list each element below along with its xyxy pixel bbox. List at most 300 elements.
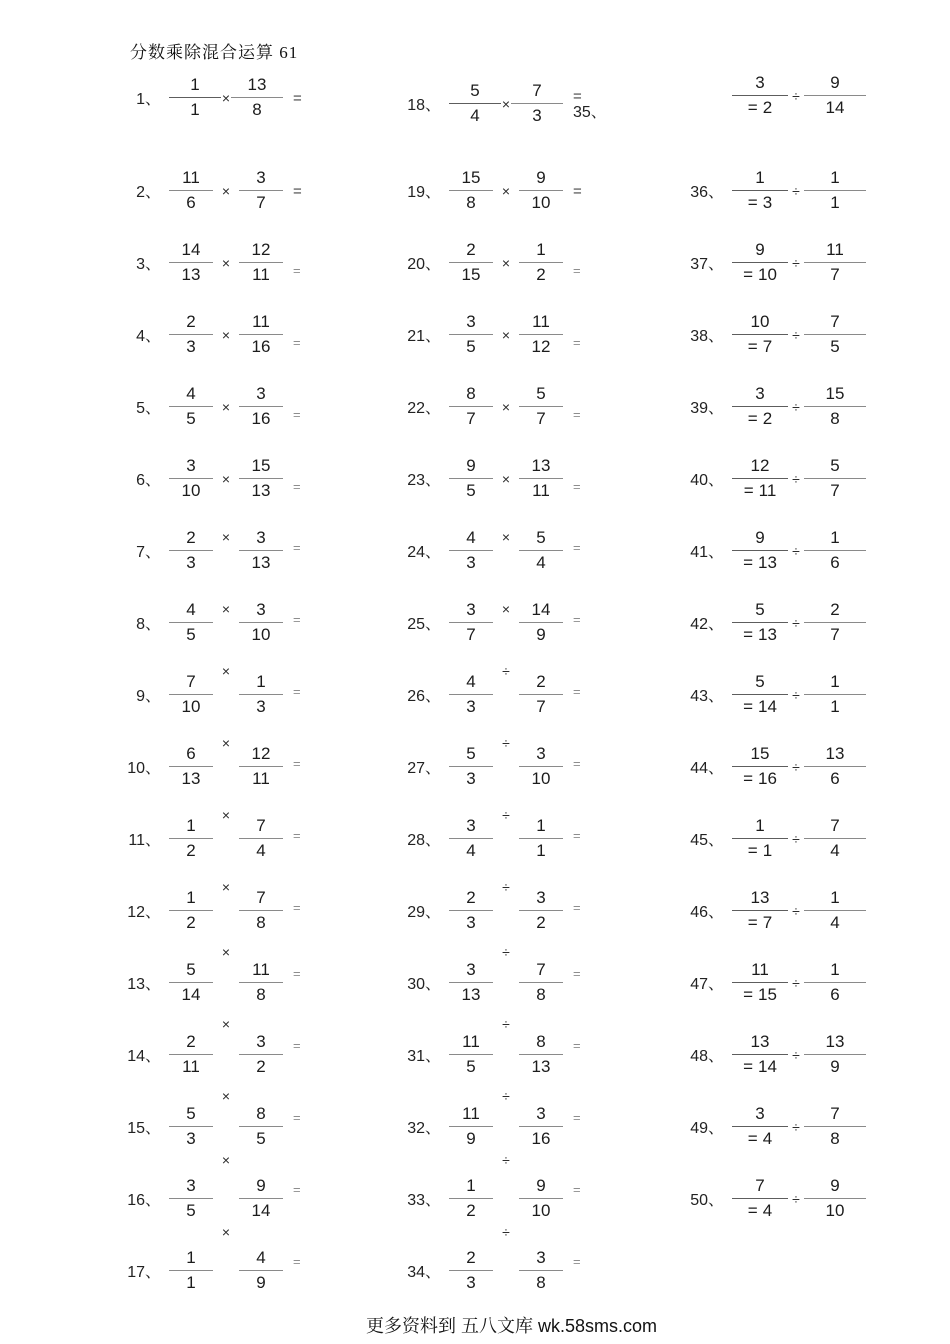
equals-tail [573,757,581,771]
equals-sign: = [573,479,581,494]
fraction [732,1031,788,1078]
problem-row [688,514,866,586]
numerator: 14 [181,239,201,259]
numerator: 1 [190,74,200,94]
denominator: 5 [830,336,840,356]
denominator: 3 [256,696,266,716]
fraction-bar [519,406,563,407]
problem-row [688,370,866,442]
numerator: 1 [466,1175,476,1195]
numerator: 9 [466,455,476,475]
denominator: 6 [830,984,840,1004]
multiply-operator: × [501,255,511,271]
divide-operator: ÷ [792,255,800,271]
equals-tail [293,1111,301,1125]
multiply-operator: × [221,529,231,545]
equals-tail [573,613,581,627]
denominator: 2 [256,1056,266,1076]
problem-row [125,154,302,226]
denominator: 14 [181,984,201,1004]
fraction [239,239,283,286]
fraction-bar [804,550,866,551]
problem-row [688,658,866,730]
denominator: 7 [536,408,546,428]
equals-sign: = [573,612,581,627]
fraction [239,671,283,718]
numerator: 14 [531,599,551,619]
numerator: 4 [466,527,476,547]
fraction-bar [239,334,283,335]
problem-number: 45、 [690,831,724,849]
fraction [449,1175,493,1222]
denominator: 16 [531,1128,551,1148]
multiply-operator: × [221,601,231,617]
fraction-bar [231,97,283,98]
denominator: 14 [251,1200,271,1220]
equals-sign: = [573,335,581,350]
fraction [519,599,563,646]
equals-tail [573,408,581,422]
fraction-bar [519,1054,563,1055]
equals-sign: = [747,840,758,860]
problem-number: 48、 [690,1047,724,1065]
fraction [804,671,866,718]
fraction [239,959,283,1006]
numerator: 7 [186,671,196,691]
fraction [169,311,213,358]
numerator: 11 [462,1031,480,1051]
divide-operator: ÷ [792,759,800,775]
fraction-bar [804,910,866,911]
equals-sign: = [743,624,753,644]
denominator: 3 [466,768,476,788]
denominator [748,1128,772,1150]
denominator [748,192,772,214]
divide-operator: ÷ [792,543,800,559]
divide-operator: ÷ [792,1047,800,1063]
fraction-bar [732,550,788,551]
denominator: 6 [830,768,840,788]
denominator: 11 [252,768,270,788]
fraction [239,527,283,574]
numerator: 2 [186,1031,196,1051]
fraction [449,1247,493,1294]
problem-row [405,1224,607,1306]
equals-tail [293,264,301,278]
fraction-bar [239,694,283,695]
equals-sign: = [293,407,301,422]
denominator: 10 [531,1200,551,1220]
numerator: 6 [186,743,196,763]
numerator: 4 [466,671,476,691]
numerator: 13 [825,743,845,763]
denominator: 10 [825,1200,845,1220]
multiply-operator: × [221,399,231,415]
denominator-value: 14 [758,696,777,716]
denominator: 2 [536,264,546,284]
fraction [732,311,788,358]
fraction [804,167,866,214]
denominator [743,768,777,790]
numerator: 7 [536,959,546,979]
equals-sign: = [743,768,753,788]
equals-sign: = [573,828,581,843]
equals-sign: = [747,912,758,932]
fraction-bar [169,982,213,983]
problem-number: 33、 [407,1191,441,1209]
equals-sign: = [573,1182,581,1197]
problem-row [125,802,302,874]
fraction-bar [804,766,866,767]
equals-sign: = [573,1110,581,1125]
numerator: 2 [466,887,476,907]
fraction-bar [804,982,866,983]
fraction [804,239,866,286]
equals-sign: = [293,1110,301,1125]
numerator: 1 [186,887,196,907]
problem-row [125,1224,302,1306]
denominator-value: 2 [762,408,773,428]
problem-row [405,298,607,370]
fraction [804,383,866,430]
fraction [169,599,213,646]
multiply-operator: × [221,183,231,199]
fraction [519,1031,563,1078]
fraction [804,743,866,790]
fraction [449,1103,493,1150]
denominator: 5 [466,480,476,500]
denominator: 7 [256,192,266,212]
problem-row [125,442,302,514]
numerator: 10 [750,311,770,331]
fraction [239,887,283,934]
fraction [519,959,563,1006]
fraction [804,1175,866,1222]
equals-tail [573,829,581,843]
fraction-bar [519,982,563,983]
divide-operator: ÷ [502,1224,510,1240]
problem-row [125,514,302,586]
numerator: 2 [186,527,196,547]
denominator: 8 [830,408,840,428]
numerator: 9 [755,239,765,259]
denominator [743,984,777,1006]
problem-row [125,946,302,1018]
fraction-bar [732,766,788,767]
fraction [732,887,788,934]
numerator: 15 [750,743,770,763]
problem-number: 20、 [407,255,441,273]
denominator [748,408,772,430]
fraction-bar [239,550,283,551]
denominator: 1 [190,99,200,119]
denominator: 7 [536,696,546,716]
fraction [519,311,563,358]
numerator: 13 [531,455,551,475]
denominator: 2 [186,912,196,932]
fraction-bar [239,622,283,623]
denominator: 4 [470,105,480,125]
equals-sign: = [743,264,753,284]
equals-sign: = [573,407,581,422]
fraction [732,383,788,430]
equals-sign: = [293,612,301,627]
denominator: 2 [536,912,546,932]
fraction [804,527,866,574]
divide-operator: ÷ [502,735,510,751]
multiply-operator: × [501,96,511,112]
equals-tail [293,685,301,699]
problem-number: 4、 [136,327,161,345]
fraction-bar [449,982,493,983]
denominator: 5 [466,1056,476,1076]
problem-row [125,586,302,658]
fraction [732,239,788,286]
fraction-bar [511,103,563,104]
page-title: 分数乘除混合运算 61 [130,43,299,62]
fraction-bar [519,550,563,551]
fraction-bar [732,1054,788,1055]
divide-operator: ÷ [792,1119,800,1135]
denominator: 4 [830,912,840,932]
divide-operator: ÷ [502,944,510,960]
fraction-bar [519,190,563,191]
equals-tail [293,1255,301,1269]
problem-row [125,730,302,802]
numerator: 11 [462,1103,480,1123]
equals-tail [293,185,302,199]
equals-sign: = [573,183,582,200]
fraction [239,383,283,430]
problem-row [688,59,866,131]
equals-tail [293,613,301,627]
problem-row [688,1090,866,1162]
fraction-bar [239,982,283,983]
problem-number: 6、 [136,471,161,489]
multiply-operator: × [221,1088,231,1104]
fraction-bar [239,406,283,407]
fraction [239,1103,283,1150]
denominator [748,97,772,119]
fraction-bar [804,1198,866,1199]
denominator: 3 [186,336,196,356]
equals-sign: = [747,97,758,117]
denominator [743,1056,777,1078]
numerator: 3 [256,167,266,187]
denominator [748,1200,772,1222]
fraction [169,1103,213,1150]
problem-number: 18、 [407,96,441,114]
equals-sign: = [573,1038,581,1053]
problem-row [405,442,607,514]
fraction [239,599,283,646]
multiply-operator: × [221,471,231,487]
denominator: 13 [251,552,271,572]
fraction-bar [169,262,213,263]
numerator: 3 [256,1031,266,1051]
fraction [804,1031,866,1078]
denominator: 10 [251,624,271,644]
fraction-bar [732,406,788,407]
divide-operator: ÷ [502,1016,510,1032]
denominator: 9 [536,624,546,644]
problem-row [688,442,866,514]
denominator: 7 [830,480,840,500]
fraction-bar [169,1054,213,1055]
fraction-bar [519,766,563,767]
fraction [169,1031,213,1078]
fraction-bar [449,1054,493,1055]
denominator: 3 [186,1128,196,1148]
denominator: 8 [830,1128,840,1148]
fraction-bar [804,1054,866,1055]
denominator: 4 [536,552,546,572]
problem-number: 21、 [407,327,441,345]
denominator: 3 [466,696,476,716]
equals-tail [573,541,581,555]
numerator: 11 [532,311,550,331]
numerator: 4 [186,599,196,619]
equals-sign: = [747,1200,758,1220]
problem-number: 14、 [127,1047,161,1065]
equals-tail [573,1039,581,1053]
denominator: 1 [536,840,546,860]
numerator: 11 [252,311,270,331]
equals-tail [573,264,581,278]
fraction [732,959,788,1006]
problem-number: 11、 [128,831,161,849]
fraction [732,743,788,790]
fraction [732,527,788,574]
numerator: 3 [466,311,476,331]
problem-number: 2、 [136,183,161,201]
equals-tail [573,87,607,121]
fraction [804,815,866,862]
problem-number: 50、 [690,1191,724,1209]
numerator: 1 [536,239,546,259]
equals-tail [293,92,302,106]
fraction-bar [449,838,493,839]
denominator: 15 [461,264,481,284]
equals-sign: = [293,1254,301,1269]
fraction [519,743,563,790]
problem-number: 19、 [407,183,441,201]
equals-sign: = [293,540,301,555]
numerator: 12 [251,239,271,259]
numerator: 2 [830,599,840,619]
fraction [449,239,493,286]
numerator: 3 [466,959,476,979]
fraction [732,1103,788,1150]
fraction-bar [169,406,213,407]
equals-sign: = [573,540,581,555]
divide-operator: ÷ [502,879,510,895]
fraction-bar [732,694,788,695]
denominator-value: 14 [758,1056,777,1076]
numerator: 3 [536,1247,546,1267]
fraction [239,167,283,214]
divide-operator: ÷ [792,1191,800,1207]
problem-number: 43、 [690,687,724,705]
denominator-value: 3 [762,192,773,212]
numerator: 9 [256,1175,266,1195]
equals-tail [573,1183,581,1197]
numerator: 9 [536,167,546,187]
fraction [519,815,563,862]
denominator: 6 [830,552,840,572]
fraction-bar [449,1270,493,1271]
fraction-bar [449,622,493,623]
numerator: 13 [750,1031,770,1051]
denominator-value: 7 [762,336,773,356]
divide-operator: ÷ [792,831,800,847]
numerator: 1 [830,887,840,907]
fraction [519,239,563,286]
denominator: 2 [466,1200,476,1220]
equals-sign: = [743,552,753,572]
equals-sign: = [573,1254,581,1269]
denominator: 16 [251,336,271,356]
fraction-bar [239,1054,283,1055]
denominator: 3 [466,552,476,572]
denominator: 7 [466,408,476,428]
problem-row [405,658,607,730]
equals-tail [573,901,581,915]
numerator: 11 [751,959,769,979]
equals-sign: = [293,1182,301,1197]
equals-sign: = [293,479,301,494]
fraction [804,959,866,1006]
divide-operator: ÷ [792,615,800,631]
numerator: 11 [826,239,844,259]
fraction [169,671,213,718]
equals-tail [293,408,301,422]
fraction [169,959,213,1006]
numerator: 3 [256,599,266,619]
fraction [732,455,788,502]
denominator: 13 [461,984,481,1004]
fraction-bar [449,1126,493,1127]
fraction-bar [519,1198,563,1199]
fraction-bar [804,262,866,263]
denominator: 3 [466,912,476,932]
problem-column-3 [688,59,866,1234]
equals-sign: = [573,87,582,105]
fraction [732,599,788,646]
numerator: 3 [755,1103,765,1123]
denominator: 13 [181,264,201,284]
fraction [169,527,213,574]
numerator: 8 [256,1103,266,1123]
fraction-bar [169,838,213,839]
multiply-operator: × [221,807,231,823]
fraction-bar [169,478,213,479]
problem-row [688,946,866,1018]
problem-row [405,586,607,658]
fraction-bar [732,478,788,479]
equals-sign: = [573,900,581,915]
fraction-bar [519,694,563,695]
denominator: 13 [531,1056,551,1076]
fraction-bar [804,1126,866,1127]
problem-row [405,67,607,139]
numerator: 11 [182,167,200,187]
fraction [511,80,563,127]
denominator: 2 [186,840,196,860]
equals-sign: = [573,684,581,699]
numerator: 5 [536,383,546,403]
fraction [169,1175,213,1222]
